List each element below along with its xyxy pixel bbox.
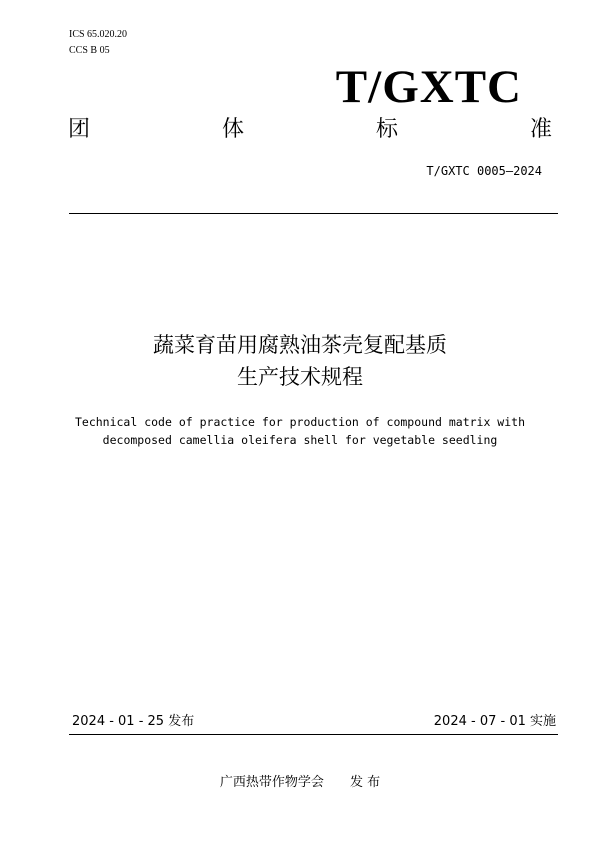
document-type-char: 标	[375, 117, 398, 142]
document-type-char: 准	[529, 117, 552, 142]
standard-logo: T/GXTC	[335, 61, 522, 113]
document-type-char: 体	[221, 117, 244, 142]
document-type	[68, 116, 552, 144]
publisher-action: 发 布	[349, 775, 381, 790]
document-type-char: 团	[68, 117, 91, 142]
publisher-line	[0, 775, 600, 791]
top-divider	[69, 213, 558, 214]
chinese-title-line-2: 生产技术规程	[237, 365, 363, 389]
issue-date: 2024 - 01 - 25 发布	[72, 714, 195, 729]
ccs-code: CCS B 05	[69, 45, 110, 56]
ics-code: ICS 65.020.20	[69, 29, 128, 40]
publisher-name: 广西热带作物学会	[219, 775, 324, 790]
implementation-date: 2024 - 07 - 01 实施	[433, 714, 556, 729]
chinese-title-line-1: 蔬菜育苗用腐熟油茶壳复配基质	[153, 333, 447, 357]
english-title-line-1: Technical code of practice for production of compound matrix with	[74, 415, 526, 429]
bottom-divider	[69, 734, 558, 735]
standard-number: T/GXTC 0005—2024	[426, 164, 542, 178]
english-title-line-2: decomposed camellia oleifera shell for vegetable seedling	[102, 433, 498, 447]
